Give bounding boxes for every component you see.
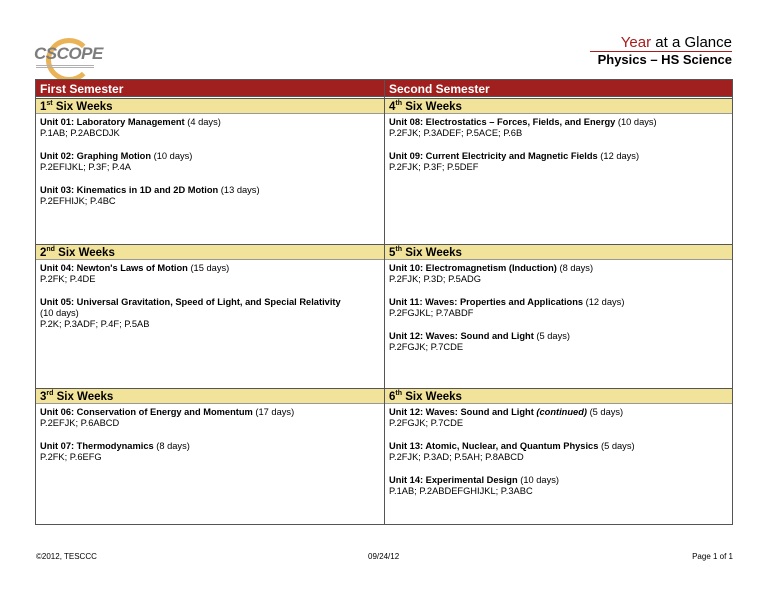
six-weeks-ordinal: th [395, 390, 403, 397]
six-weeks-ordinal: th [395, 246, 403, 253]
unit-days: (12 days) [597, 151, 640, 161]
unit-days: (4 days) [184, 117, 221, 127]
unit-standards: P.2FJK; P.3D; P.5ADG [389, 274, 481, 284]
footer-copyright: ©2012, TESCCC [36, 552, 97, 561]
unit-entry [40, 117, 380, 139]
six-weeks-number: 1 [40, 101, 47, 113]
logo-text: CSCOPE [34, 44, 103, 63]
six-weeks-ordinal: st [46, 100, 53, 107]
unit-note: (continued) [536, 407, 587, 417]
unit-standards: P.2FJK; P.3ADEF; P.5ACE; P.6B [389, 128, 523, 138]
six-weeks-ordinal: nd [46, 246, 55, 253]
six-weeks-block [385, 244, 732, 365]
unit-standards: P.2FGJKL; P.7ABDF [389, 308, 474, 318]
page-subtitle: Physics – HS Science [597, 52, 732, 67]
unit-list [385, 260, 732, 353]
unit-name: Unit 05: Universal Gravitation, Speed of Light, and Special Relativity [40, 297, 341, 307]
unit-name: Unit 07: Thermodynamics [40, 441, 154, 451]
title-accent: Year [620, 34, 652, 51]
unit-entry [389, 441, 728, 463]
unit-list [385, 114, 732, 173]
footer-date: 09/24/12 [368, 552, 400, 561]
six-weeks-number: 5 [389, 247, 396, 259]
unit-days: (13 days) [218, 185, 260, 195]
unit-name: Unit 10: Electromagnetism (Induction) [389, 263, 557, 273]
six-weeks-label: Six Weeks [402, 391, 462, 403]
unit-standards: P.2FGJK; P.7CDE [389, 342, 464, 352]
unit-name: Unit 14: Experimental Design [389, 475, 518, 485]
unit-standards: P.2EFJK; P.6ABCD [40, 418, 120, 428]
six-weeks-block [36, 388, 384, 475]
unit-name: Unit 03: Kinematics in 1D and 2D Motion [40, 185, 219, 195]
unit-name: Unit 09: Current Electricity and Magnetic Fields [389, 151, 598, 161]
six-weeks-number: 3 [40, 391, 47, 403]
six-weeks-label: Six Weeks [402, 247, 462, 259]
unit-list [385, 404, 732, 497]
six-weeks-number: 6 [389, 391, 396, 403]
six-weeks-header [36, 244, 384, 260]
unit-days: (8 days) [556, 263, 594, 273]
logo-tagline-lines [36, 65, 94, 68]
six-weeks-label: Six Weeks [53, 391, 114, 403]
unit-days: (10 days) [40, 308, 79, 318]
year-grid [35, 79, 733, 525]
six-weeks-number: 2 [40, 247, 47, 259]
unit-days: (17 days) [252, 407, 295, 417]
unit-standards: P.2FJK; P.3AD; P.5AH; P.8ABCD [389, 452, 524, 462]
six-weeks-header [36, 98, 384, 114]
six-weeks-block [385, 388, 732, 509]
unit-days: (12 days) [583, 297, 625, 307]
semester-header: First Semester [36, 80, 384, 97]
unit-standards: P.1AB; P.2ABCDJK [40, 128, 120, 138]
six-weeks-block [36, 98, 384, 219]
unit-standards: P.2FJK; P.3F; P.5DEF [389, 162, 479, 172]
page-title [621, 34, 732, 51]
footer-page-number: Page 1 of 1 [692, 552, 733, 561]
unit-days: (5 days) [533, 331, 570, 341]
unit-name: Unit 12: Waves: Sound and Light [389, 407, 537, 417]
unit-entry [389, 263, 728, 285]
unit-entry [40, 263, 380, 285]
unit-standards: P.2EFIJKL; P.3F; P.4A [40, 162, 131, 172]
unit-standards: P.1AB; P.2ABDEFGHIJKL; P.3ABC [389, 486, 533, 496]
six-weeks-block [36, 244, 384, 342]
unit-entry [40, 407, 380, 429]
unit-days: (8 days) [153, 441, 190, 451]
six-weeks-label: Six Weeks [52, 101, 113, 113]
unit-name: Unit 11: Waves: Properties and Applications [389, 297, 584, 307]
six-weeks-block [385, 98, 732, 185]
unit-days: (5 days) [586, 407, 624, 417]
unit-name: Unit 13: Atomic, Nuclear, and Quantum Physics [389, 441, 599, 451]
unit-entry [389, 151, 728, 173]
six-weeks-header [385, 98, 732, 114]
unit-days: (10 days) [615, 117, 657, 127]
unit-entry [40, 441, 380, 463]
unit-standards: P.2EFHIJK; P.4BC [40, 196, 116, 206]
title-rest: at a Glance [651, 34, 732, 51]
six-weeks-label: Six Weeks [54, 247, 115, 259]
six-weeks-label: Six Weeks [402, 101, 462, 113]
six-weeks-ordinal: th [395, 100, 403, 107]
unit-days: (10 days) [517, 475, 559, 485]
unit-name: Unit 12: Waves: Sound and Light [389, 331, 534, 341]
unit-name: Unit 04: Newton's Laws of Motion [40, 263, 188, 273]
unit-standards: P.2K; P.3ADF; P.4F; P.5AB [40, 319, 150, 329]
semester-column-second [385, 80, 732, 524]
unit-list [36, 404, 384, 463]
unit-entry [40, 297, 380, 330]
six-weeks-header [385, 388, 732, 404]
unit-days: (10 days) [151, 151, 193, 161]
unit-entry [40, 185, 380, 207]
unit-days: (5 days) [598, 441, 635, 451]
unit-name: Unit 02: Graphing Motion [40, 151, 152, 161]
semester-header: Second Semester [385, 80, 732, 97]
unit-entry [389, 297, 728, 319]
unit-days: (15 days) [187, 263, 230, 273]
cscope-logo [30, 38, 102, 82]
unit-name: Unit 06: Conservation of Energy and Momentum [40, 407, 253, 417]
unit-entry [389, 331, 728, 353]
unit-entry [389, 117, 728, 139]
unit-list [36, 260, 384, 330]
unit-entry [40, 151, 380, 173]
unit-standards: P.2FGJK; P.7CDE [389, 418, 464, 428]
six-weeks-header [36, 388, 384, 404]
six-weeks-number: 4 [389, 101, 396, 113]
semester-column-first [36, 80, 385, 524]
six-weeks-ordinal: rd [46, 390, 54, 397]
unit-name: Unit 08: Electrostatics – Forces, Fields, and Energy [389, 117, 616, 127]
six-weeks-header [385, 244, 732, 260]
unit-name: Unit 01: Laboratory Management [40, 117, 185, 127]
unit-standards: P.2FK; P.6EFG [40, 452, 102, 462]
unit-standards: P.2FK; P.4DE [40, 274, 96, 284]
unit-entry [389, 407, 728, 429]
unit-entry [389, 475, 728, 497]
unit-list [36, 114, 384, 207]
